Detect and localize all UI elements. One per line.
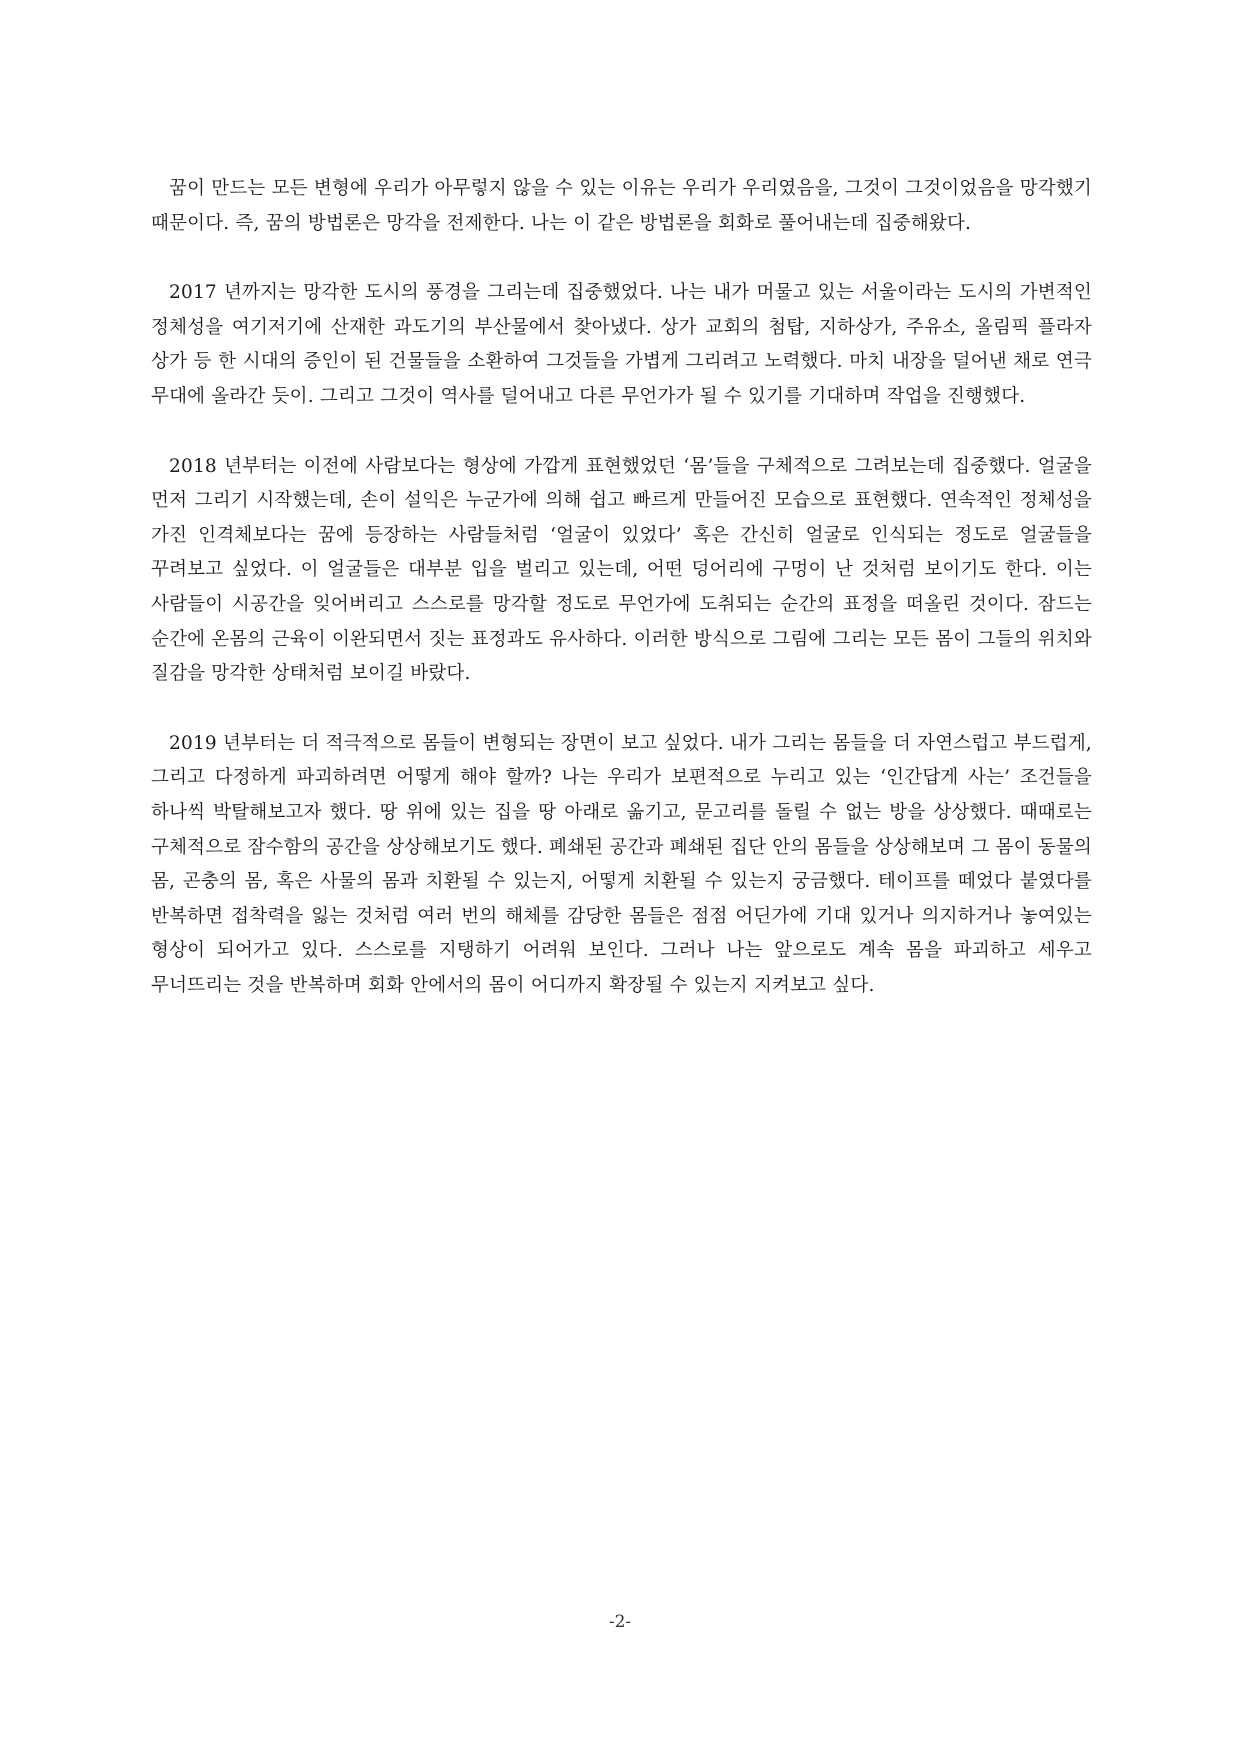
paragraph-2: 2017 년까지는 망각한 도시의 풍경을 그리는데 집중했었다. 나는 내가 머물고 있는 서울이라는 도시의 가변적인 정체성을 여기저기에 산재한 과도기의 부산물에서 찾아냈다. 상가 교회의 첨탑, 지하상가, 주유소, 올림픽 플라자 상가 등 한 시대의 증인이 된 건물들을 소환하여 그것들을 가볍게 그리려고 노력했다. 마치 내장을 덜어낸 채로 연극 무대에 올라간 듯이. 그리고 그것이 역사를 덜어내고 다른 무언가가 될 수 있기를 기대하며 작업을 진행했다.: [151, 282, 1092, 407]
paragraph-4: 2019 년부터는 더 적극적으로 몸들이 변형되는 장면이 보고 싶었다. 내가 그리는 몸들을 더 자연스럽고 부드럽게, 그리고 다정하게 파괴하려면 어떻게 해야 할까? 나는 우리가 보편적으로 누리고 있는 ‘인간답게 사는’ 조건들을 하나씩 박탈해보고자 했다. 땅 위에 있는 집을 땅 아래로 옮기고, 문고리를 돌릴 수 없는 방을 상상했다. 때때로는 구체적으로 잠수함의 공간을 상상해보기도 했다. 폐쇄된 공간과 폐쇄된 집단 안의 몸들을 상상해보며 그 몸이 동물의 몸, 곤충의 몸, 혹은 사물의 몸과 치환될 수 있는지, 어떻게 치환될 수 있는지 궁금했다. 테이프를 떼었다 붙였다를 반복하면 접착력을 잃는 것처럼 여러 번의 해체를 감당한 몸들은 점점 어딘가에 기대 있거나 의지하거나 놓여있는 형상이 되어가고 있다. 스스로를 지탱하기 어려워 보인다. 그러나 나는 앞으로도 계속 몸을 파괴하고 세우고 무너뜨리는 것을 반복하며 회화 안에서의 몸이 어디까지 확장될 수 있는지 지켜보고 싶다.: [151, 732, 1092, 996]
paragraph-3: 2018 년부터는 이전에 사람보다는 형상에 가깝게 표현했었던 ‘몸’들을 구체적으로 그려보는데 집중했다. 얼굴을 먼저 그리기 시작했는데, 손이 설익은 누군가에 의해 쉽고 빠르게 만들어진 모습으로 표현했다. 연속적인 정체성을 가진 인격체보다는 꿈에 등장하는 사람들처럼 ‘얼굴이 있었다’ 혹은 간신히 얼굴로 인식되는 정도로 얼굴들을 꾸려보고 싶었다. 이 얼굴들은 대부분 입을 벌리고 있는데, 어떤 덩어리에 구멍이 난 것처럼 보이기도 한다. 이는 사람들이 시공간을 잊어버리고 스스로를 망각할 정도로 무언가에 도취되는 순간의 표정을 떠올린 것이다. 잠드는 순간에 온몸의 근육이 이완되면서 짓는 표정과도 유사하다. 이러한 방식으로 그림에 그리는 모든 몸이 그들의 위치와 질감을 망각한 상태처럼 보이길 바랐다.: [151, 455, 1092, 685]
body-text: [151, 172, 1092, 1038]
page-number: -2-: [608, 1612, 632, 1632]
paragraph-1: 꿈이 만드는 모든 변형에 우리가 아무렇지 않을 수 있는 이유는 우리가 우리였음을, 그것이 그것이었음을 망각했기 때문이다. 즉, 꿈의 방법론은 망각을 전제한다. 나는 이 같은 방법론을 회화로 풀어내는데 집중해왔다.: [151, 178, 1092, 234]
